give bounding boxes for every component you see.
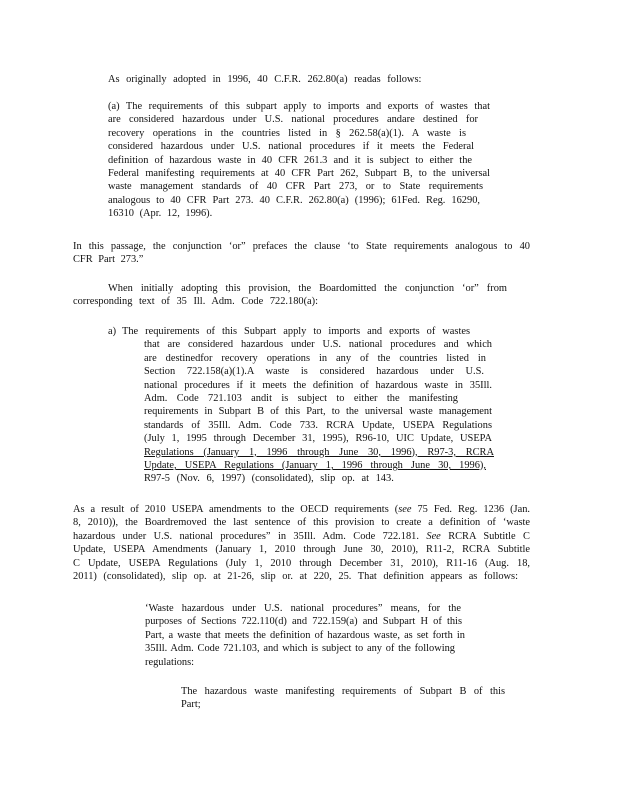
- quote-line: 16310 (Apr. 12, 1996).: [108, 208, 213, 220]
- paragraph-line: When initially adopting this provision, the Boardomitted the conjunction ‘or” from: [108, 283, 507, 294]
- citation-signal: see: [398, 504, 412, 515]
- paragraph-line: 8, 2010)), the Boardremoved the last sentence of this provision to create a definition of ‘waste: [73, 517, 530, 529]
- quote-line: Part;: [181, 699, 201, 711]
- manifest-requirements-item: [181, 685, 505, 712]
- paragraph-line: In this passage, the conjunction ‘or” prefaces the clause ‘to State requirements analogous to 40: [73, 241, 530, 252]
- illinois-code-quote: [122, 325, 492, 486]
- quote-line: national procedures if it meets the definition of hazardous waste in 35Ill.: [144, 379, 492, 391]
- paragraph-line: 2011) (consolidated), slip op. at 21-26, slip or. at 220, 25. That definition appears as follows:: [73, 571, 518, 583]
- citation-signal: See: [426, 530, 441, 542]
- quote-line: considered hazardous under U.S. national procedures if it meets the Federal: [108, 141, 474, 153]
- quote-line-underlined: Update, USEPA Regulations (January 1, 1996 through June 30, 1996),: [144, 460, 486, 472]
- cfr-quote-1996: [108, 100, 490, 221]
- quote-line: recovery operations in the countries listed in § 262.58(a)(1). A waste is: [108, 127, 466, 139]
- text-fragment: RCRA Subtitle C: [440, 530, 530, 542]
- quote-line: standards of 35Ill. Adm. Code 733. RCRA Update, USEPA Regulations: [144, 419, 492, 431]
- quote-line: R97-5 (Nov. 6, 1997) (consolidated), slip op. at 143.: [144, 473, 394, 485]
- quote-line: The hazardous waste manifesting requirements of Subpart B of this: [181, 686, 505, 697]
- quote-line: regulations:: [145, 656, 195, 668]
- quote-line: Section 722.158(a)(1).A waste is considered hazardous under U.S.: [144, 366, 484, 378]
- conjunction-paragraph: [73, 240, 530, 267]
- quote-line: analogous to 40 CFR Part 273. 40 C.F.R. 262.80(a) (1996); 61Fed. Reg. 16290,: [108, 194, 480, 206]
- paragraph-line: corresponding text of 35 Ill. Adm. Code 722.180(a):: [73, 296, 319, 308]
- quote-line: Part, a waste that meets the definition of hazardous waste, as set forth in: [145, 629, 465, 641]
- quote-line: 35Ill. Adm. Code 721.103, and which is subject to any of the following: [145, 643, 455, 655]
- quote-line: The requirements of this Subpart apply to imports and exports of wastes: [122, 326, 470, 337]
- paragraph-line: [73, 530, 530, 543]
- quote-line: requirements in Subpart B of this Part, to the universal waste management: [144, 406, 492, 418]
- text-fragment: As a result of 2010 USEPA amendments to the OECD requirements (: [73, 504, 399, 515]
- quote-line-underlined: Regulations (January 1, 1996 through June 30, 1996), R97-3, RCRA: [144, 446, 494, 458]
- quote-line: purposes of Sections 722.110(d) and 722.159(a) and Subpart H of this: [145, 616, 462, 628]
- text-fragment: 75 Fed. Reg. 1236 (Jan.: [411, 504, 530, 515]
- quote-line: are considered hazardous under U.S. national procedures andare destined for: [108, 114, 478, 126]
- paragraph-line: C Update, USEPA Regulations (July 1, 2010 through December 31, 2010), R11-16 (Aug. 18,: [73, 557, 530, 569]
- quote-line: Federal manifesting requirements at 40 CFR Part 262, Subpart B, to the universal: [108, 168, 490, 180]
- paragraph-line: CFR Part 273.”: [73, 254, 144, 266]
- paragraph-line: Update, USEPA Amendments (January 1, 2010 through June 30, 2010), R11-2, RCRA Subtitle: [73, 544, 530, 556]
- board-adoption-paragraph: [73, 282, 507, 309]
- quote-line: (a) The requirements of this subpart apply to imports and exports of wastes that: [108, 101, 490, 112]
- usepa-amendments-paragraph: [73, 503, 530, 583]
- quote-line: Adm. Code 721.103 andit is subject to either the manifesting: [144, 393, 458, 405]
- intro-line: As originally adopted in 1996, 40 C.F.R. 262.80(a) readas follows:: [108, 74, 422, 85]
- quote-line: are destinedfor recovery operations in any of the countries listed in: [144, 352, 486, 364]
- quote-line: waste management standards of 40 CFR Part 273, or to State requirements: [108, 181, 483, 193]
- quote-line: that are considered hazardous under U.S. national procedures and which: [144, 339, 492, 351]
- text-fragment: hazardous under U.S. national procedures” in 35Ill. Adm. Code 722.181.: [73, 530, 427, 542]
- quote-line: ‘Waste hazardous under U.S. national procedures” means, for the: [145, 603, 461, 614]
- quote-line: definition of hazardous waste in 40 CFR 261.3 and it is subject to either the: [108, 154, 472, 166]
- paragraph-line: [73, 503, 530, 516]
- subsection-label: a): [108, 326, 117, 337]
- definition-quote: [145, 602, 465, 669]
- intro-paragraph: [108, 73, 421, 86]
- quote-line: (July 1, 1995 through December 31, 1995), R96-10, UIC Update, USEPA: [144, 433, 492, 445]
